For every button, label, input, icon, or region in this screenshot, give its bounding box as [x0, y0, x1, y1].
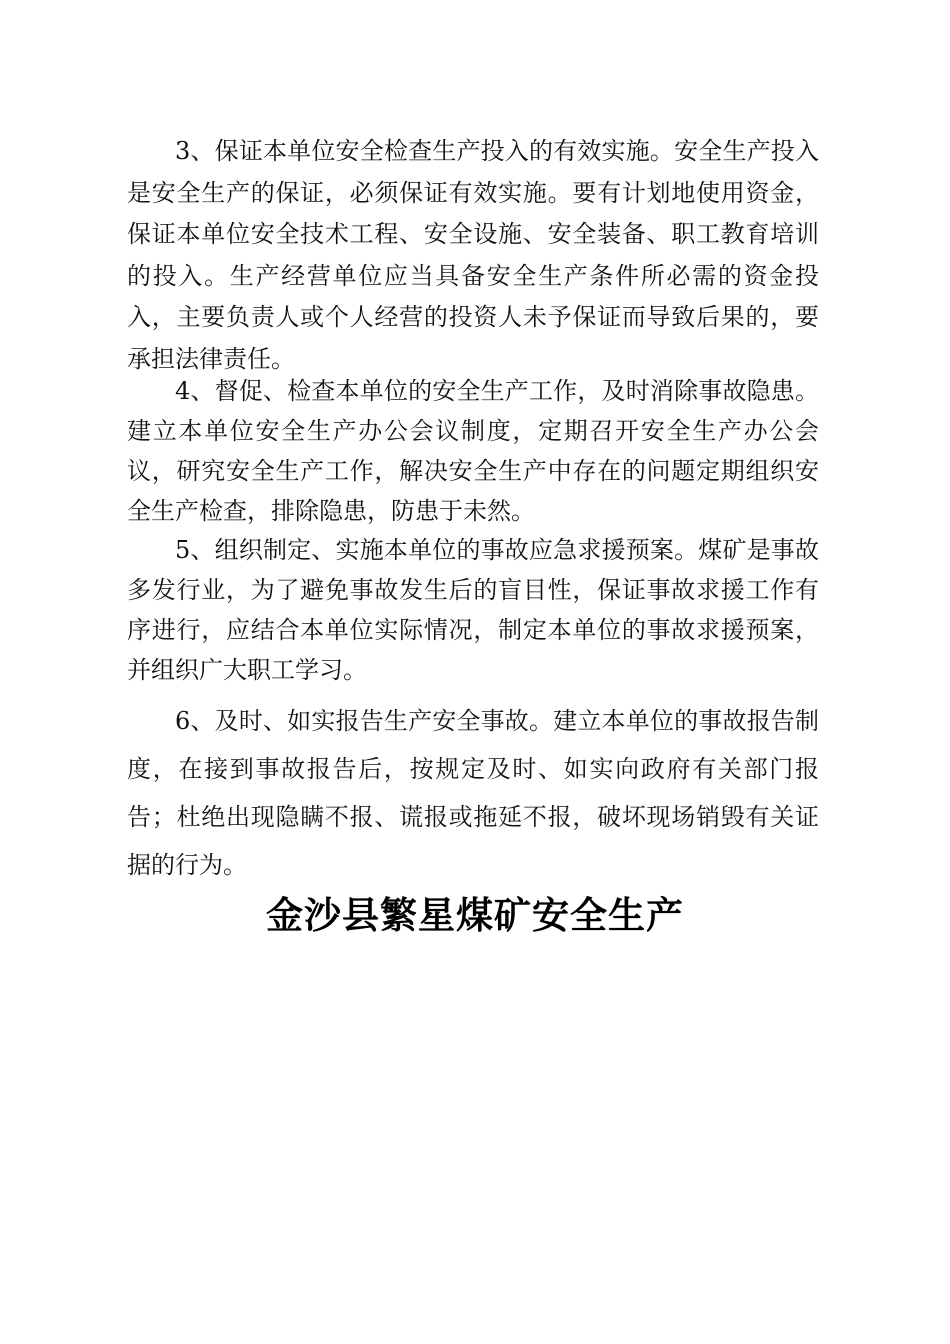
paragraph-item-5: 5、组织制定、实施本单位的事故应急求援预案。煤矿是事故多发行业，为了避免事故发生后的盲目性，保证事故求援工作有序进行，应结合本单位实际情况，制定本单位的事故求援预案，并组织广大职工学习。	[127, 536, 819, 684]
paragraph-item-6: 6、及时、如实报告生产安全事故。建立本单位的事故报告制度，在接到事故报告后，按规定及时、如实向政府有关部门报告；杜绝出现隐瞒不报、谎报或拖延不报，破坏现场销毁有关证据的行为。	[127, 707, 819, 879]
paragraph-item-3: 3、保证本单位安全检查生产投入的有效实施。安全生产投入是安全生产的保证，必须保证有效实施。要有计划地使用资金，保证本单位安全技术工程、安全设施、安全装备、职工教育培训的投入。生产经营单位应当具备安全生产条件所必需的资金投入，主要负责人或个人经营的投资人未予保证而导致后果的，要承担法律责任。	[127, 137, 819, 373]
section-heading: 金沙县繁星煤矿安全生产	[266, 894, 684, 937]
paragraph-item-4: 4、督促、检查本单位的安全生产工作，及时消除事故隐患。建立本单位安全生产办公会议制度，定期召开安全生产办公会议，研究安全生产工作，解决安全生产中存在的问题定期组织安全生产检查，排除隐患，防患于未然。	[127, 377, 819, 525]
